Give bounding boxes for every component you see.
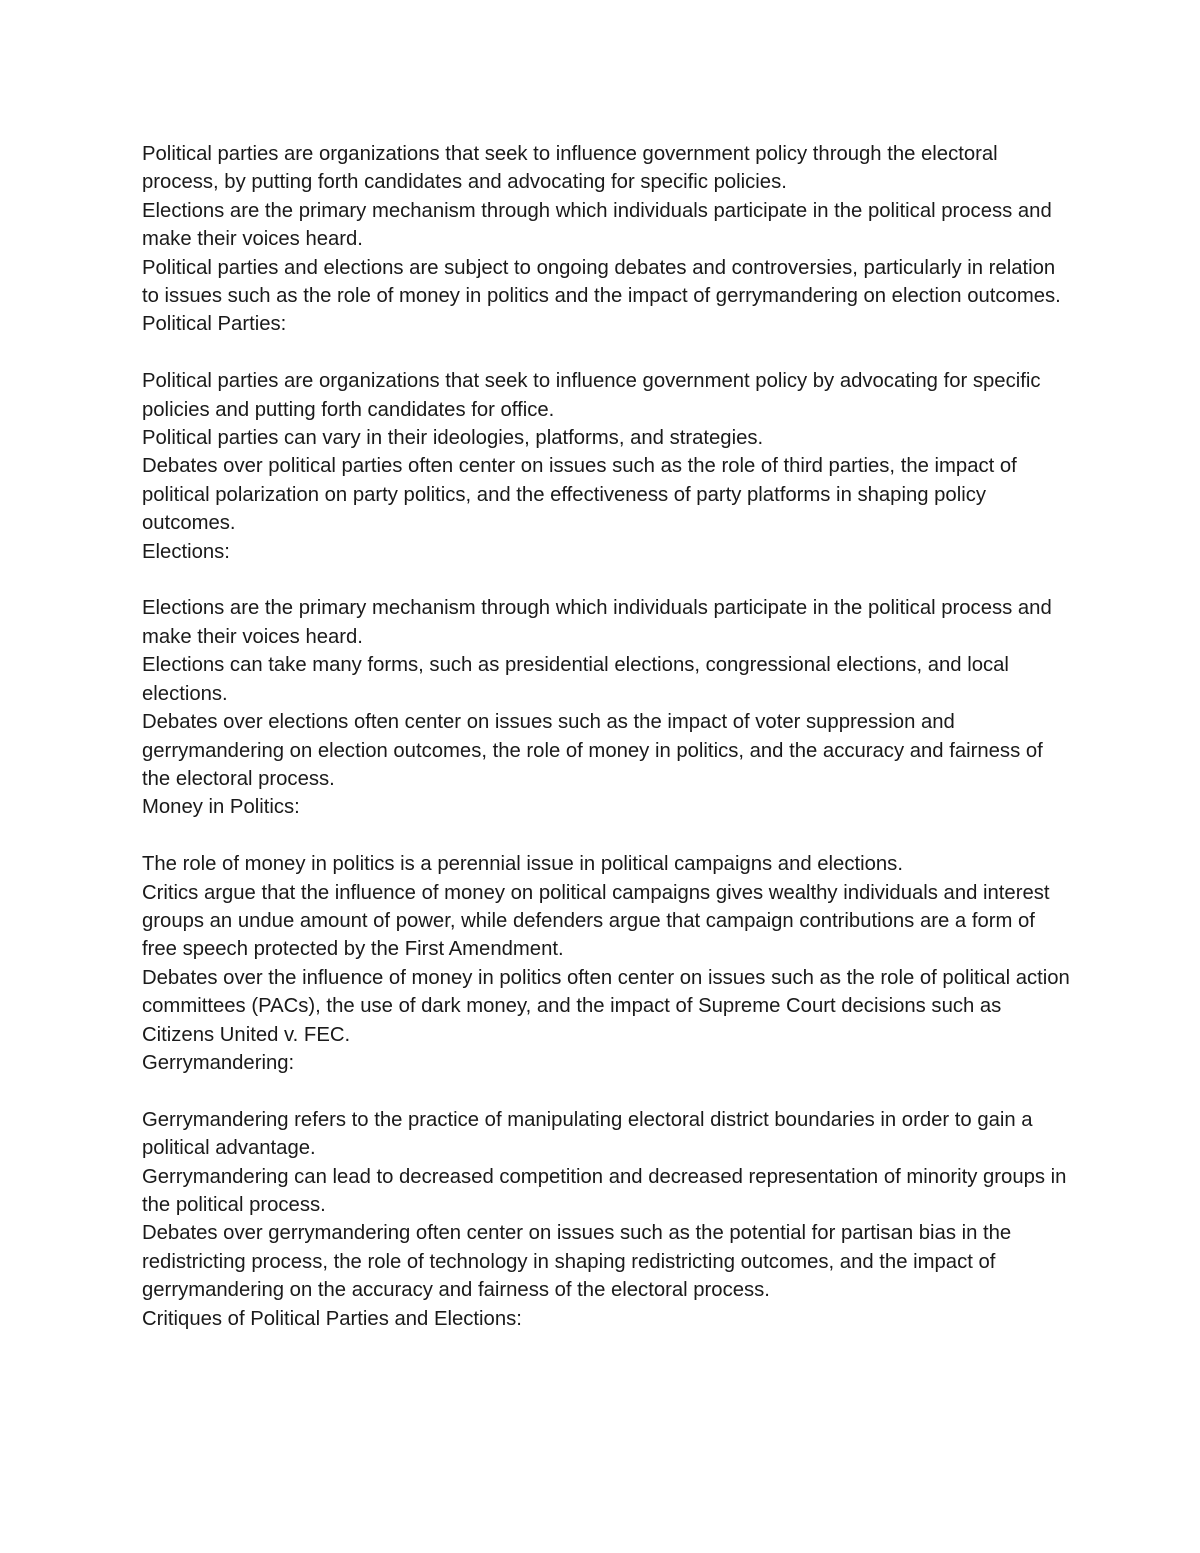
document-body: [142, 140, 1072, 1333]
section-heading-critiques: Critiques of Political Parties and Elections:: [142, 1307, 522, 1330]
paragraph: Debates over political parties often center on issues such as the role of third parties, the impact of political polarization on party politics, and the effectiveness of party platforms in shaping policy outcomes.: [142, 455, 1017, 535]
section-heading-elections: Elections:: [142, 540, 230, 563]
paragraph: Political parties can vary in their ideologies, platforms, and strategies.: [142, 427, 764, 450]
paragraph: Elections are the primary mechanism through which individuals participate in the political process and make their voices heard.: [142, 199, 1052, 251]
paragraph: Gerrymandering refers to the practice of manipulating electoral district boundaries in order to gain a political advantage.: [142, 1108, 1033, 1160]
blank-line: [142, 1077, 1072, 1105]
paragraph: Critics argue that the influence of money on political campaigns gives wealthy individuals and interest groups an undue amount of power, while defenders argue that campaign contributions are a form of free speech protected by the First Amendment.: [142, 881, 1050, 961]
section-heading-money-in-politics: Money in Politics:: [142, 796, 300, 819]
section-heading-political-parties: Political Parties:: [142, 313, 287, 336]
paragraph: The role of money in politics is a perennial issue in political campaigns and elections.: [142, 853, 903, 876]
paragraph: Elections are the primary mechanism through which individuals participate in the political process and make their voices heard.: [142, 597, 1052, 648]
blank-line: [142, 822, 1072, 850]
blank-line: [142, 566, 1072, 594]
paragraph: Gerrymandering can lead to decreased competition and decreased representation of minority groups in the political process.: [142, 1165, 1067, 1216]
paragraph: Debates over the influence of money in politics often center on issues such as the role of political action committees (PACs), the use of dark money, and the impact of Supreme Court decisions such as Citizens United v. FEC.: [142, 966, 1070, 1046]
paragraph: Elections can take many forms, such as presidential elections, congressional elections, and local elections.: [142, 654, 1009, 705]
paragraph: Political parties are organizations that seek to influence government policy through the electoral process, by putting forth candidates and advocating for specific policies.: [142, 143, 998, 194]
paragraph: Political parties are organizations that seek to influence government policy by advocating for specific policies and putting forth candidates for office.: [142, 370, 1041, 421]
paragraph: Debates over gerrymandering often center on issues such as the potential for partisan bias in the redistricting process, the role of technology in shaping redistricting outcomes, and the impact of gerrymandering on the accuracy and fairness of the electoral process.: [142, 1222, 1012, 1302]
paragraph: Debates over elections often center on issues such as the impact of voter suppression and gerrymandering on election outcomes, the role of money in politics, and the accuracy and fairness of the electoral process.: [142, 711, 1043, 790]
section-heading-gerrymandering: Gerrymandering:: [142, 1051, 295, 1074]
blank-line: [142, 339, 1072, 367]
paragraph: Political parties and elections are subject to ongoing debates and controversies, particularly in relation to issues such as the role of money in politics and the impact of gerrymandering on election outcomes.: [142, 256, 1061, 308]
